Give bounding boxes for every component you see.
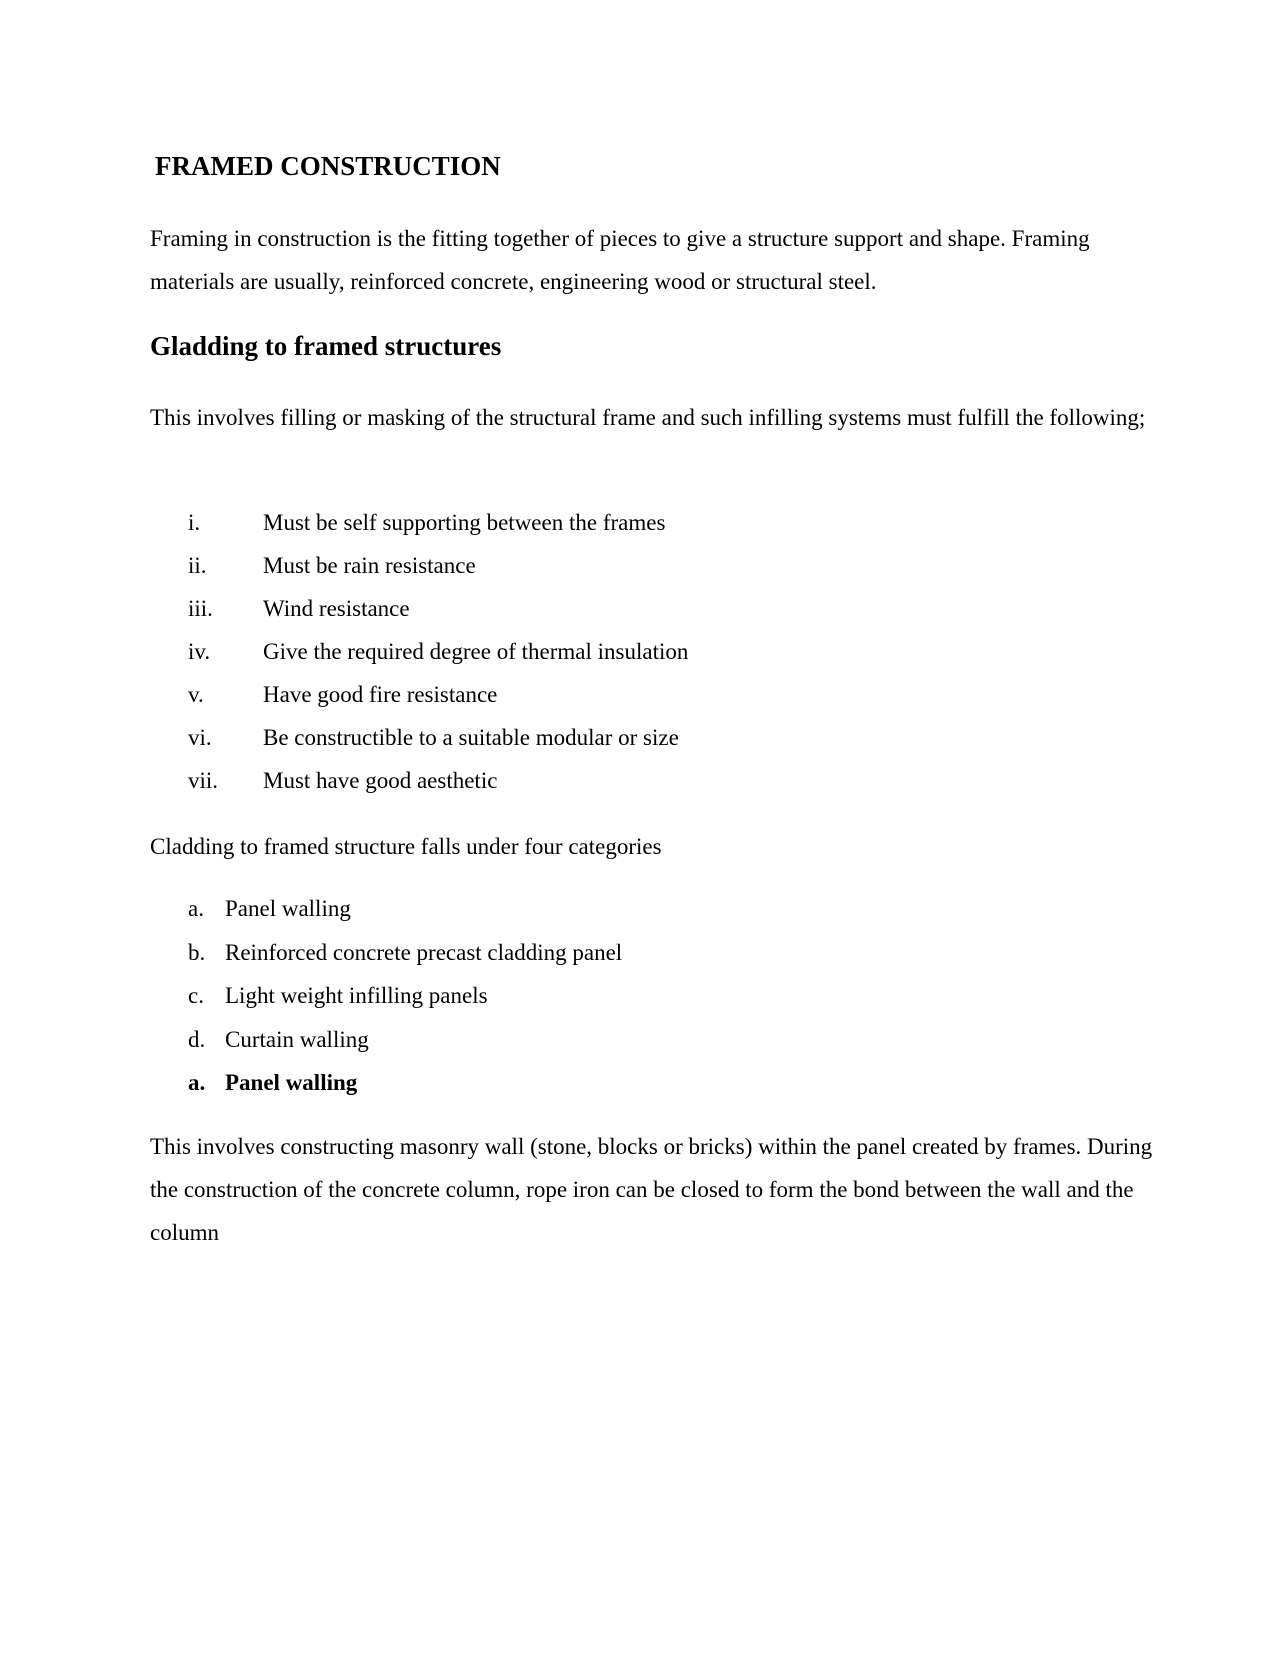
list-item-text: Reinforced concrete precast cladding panel <box>225 939 623 965</box>
list-item-text: Panel walling <box>225 896 351 921</box>
list-marker: ii. <box>188 553 207 578</box>
list-marker: c. <box>188 983 204 1008</box>
list-item-text: Light weight infilling panels <box>225 983 488 1008</box>
list-marker: b. <box>188 939 206 965</box>
list-item-text: Must be self supporting between the frames <box>263 510 666 535</box>
list-item-text: Curtain walling <box>225 1026 369 1052</box>
list-marker: d. <box>188 1026 206 1052</box>
list-marker: vii. <box>188 768 219 793</box>
list-item-text: Give the required degree of thermal insulation <box>263 639 689 664</box>
list-marker: iii. <box>188 596 213 621</box>
list-item-text: Must have good aesthetic <box>263 768 498 793</box>
list-item-text: Wind resistance <box>263 596 410 621</box>
section-heading: Gladding to framed structures <box>150 331 502 361</box>
list-item-text: Be constructible to a suitable modular or size <box>263 725 679 750</box>
list-item-text: Have good fire resistance <box>263 682 498 707</box>
list-marker: i. <box>188 510 201 535</box>
list-item-text: Panel walling <box>225 1070 358 1095</box>
list-item-text: Must be rain resistance <box>263 553 476 578</box>
panel-walling-paragraph: This involves constructing masonry wall (stone, blocks or bricks) within the panel created by frames. During the construction of the concrete column, rope iron can be closed to form the bond between the wall and the column <box>150 1134 1153 1245</box>
list-marker: a. <box>188 1070 206 1095</box>
list-marker: a. <box>188 896 204 921</box>
list-marker: v. <box>188 682 204 707</box>
intro-paragraph: Framing in construction is the fitting together of pieces to give a structure support and shape. Framing materials are usually, reinforced concrete, engineering wood or structural steel. <box>150 226 1090 294</box>
section-intro-paragraph: This involves filling or masking of the structural frame and such infilling systems must fulfill the following; <box>150 405 1146 430</box>
list-marker: vi. <box>188 725 212 750</box>
categories-intro-paragraph: Cladding to framed structure falls under four categories <box>150 834 662 859</box>
page-title: FRAMED CONSTRUCTION <box>155 151 501 181</box>
list-marker: iv. <box>188 639 211 664</box>
